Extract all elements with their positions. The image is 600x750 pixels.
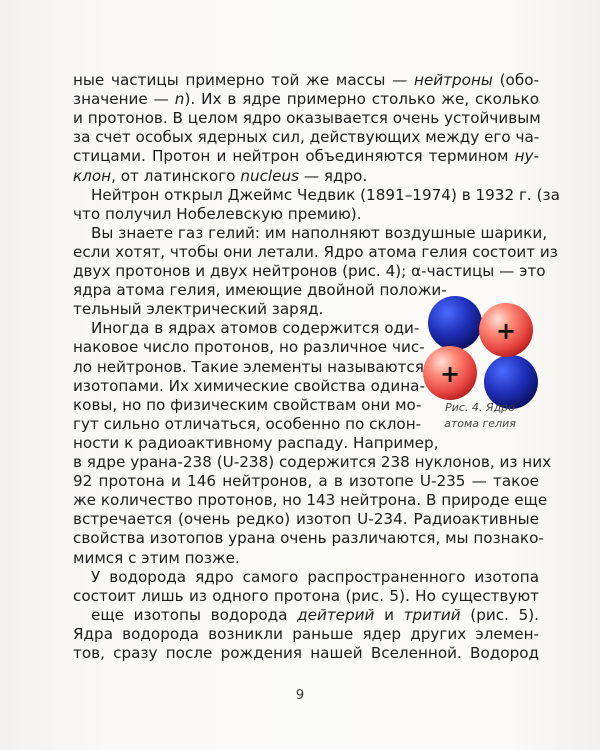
text-run: что получил Нобелевскую премию). [73, 204, 362, 223]
text-run: ковы, но по физическим свойствам они мо- [73, 395, 422, 414]
text-run: ные частицы примерно той же массы — [73, 71, 415, 89]
text-run: Вы знаете газ гелий: им наполняют воздушные шарики, [91, 223, 548, 242]
text-run: У водорода ядро самого распространенного изотопа [91, 567, 539, 586]
text-run: , от латинского [111, 166, 241, 185]
text-run: стицами. Протон и нейтрон объединяются термином [73, 147, 515, 166]
text-run: встречается (очень редко) изотоп U-234. Радиоактивные [73, 510, 539, 529]
text-run: двух протонов и двух нейтронов (рис. 4); α-частицы — это [73, 262, 546, 280]
text-run: (рис. 5). [460, 605, 539, 624]
caption-line: атома гелия [444, 417, 516, 430]
text-run: тельный электрический заряд. [73, 300, 324, 319]
italic-term: nucleus [240, 166, 300, 185]
text-run: и [374, 605, 404, 624]
italic-term: ну- [514, 147, 539, 166]
helium-nucleus-figure [415, 290, 545, 410]
text-run: в ядре урана-238 (U-238) содержится 238 нуклонов, из них [73, 453, 552, 471]
text-run: Иногда в ядрах атомов содержится оди- [91, 319, 420, 338]
text-run: свойства изотопов урана очень различаются, мы познако- [73, 529, 544, 548]
text-run: еще изотопы водорода [91, 605, 298, 624]
text-run: же количество протонов, но 143 нейтрона. В природе еще [73, 491, 548, 510]
text-run: тов, сразу после рождения нашей Вселенной. Водород [73, 644, 539, 662]
neutron-top-left [428, 296, 482, 350]
caption-line: Рис. 4. Ядро [445, 401, 515, 414]
plus-sign: + [495, 317, 517, 345]
text-line [73, 641, 539, 665]
text-run: мимся с этим позже. [73, 548, 240, 567]
italic-term: нейтроны [414, 71, 493, 89]
text-run: за счет особых ядерных сил, действующих между его ча- [73, 128, 540, 147]
text-run: (обо- [492, 71, 539, 89]
page-number: 9 [295, 688, 305, 703]
text-run: ядра атома гелия, имеющие двойной положи- [73, 281, 447, 300]
italic-term: тритий [403, 605, 461, 624]
text-run: — ядро. [299, 166, 368, 185]
text-run: Ядра водорода возникли раньше ядер других элемен- [73, 624, 539, 643]
text-run: 92 протона и 146 нейтронов, а в изотопе U-235 — такое [73, 472, 539, 491]
text-run: и протонов. В целом ядро оказывается очень устойчивым [73, 109, 541, 128]
plus-sign: + [439, 360, 461, 388]
figure-caption [415, 400, 545, 432]
italic-term: дейтерий [297, 605, 375, 624]
italic-term: n [174, 90, 185, 109]
text-run: наковое число протонов, но различное чис- [73, 338, 425, 357]
text-run: изотопами. Их химические свойства одина- [73, 376, 425, 395]
helium-nucleus-illustration [415, 290, 545, 410]
text-run: гут сильно отличаться, особенно по склон- [73, 414, 422, 433]
text-run: ло нейтронов. Такие элементы называются [73, 357, 424, 376]
text-run: если хотят, чтобы они летали. Ядро атома гелия состоит из [73, 242, 558, 261]
italic-term: клон [73, 166, 112, 185]
text-run: Нейтрон открыл Джеймс Чедвик (1891–1974) в 1932 г. (за [91, 185, 560, 204]
text-run: значение — [73, 90, 175, 109]
text-run: ). Их в ядре примерно столько же, сколько [184, 90, 539, 109]
text-run: ности к радиоактивному распаду. Например, [73, 433, 439, 452]
text-run: состоит лишь из одного протона (рис. 5). Но существуют [73, 586, 539, 605]
